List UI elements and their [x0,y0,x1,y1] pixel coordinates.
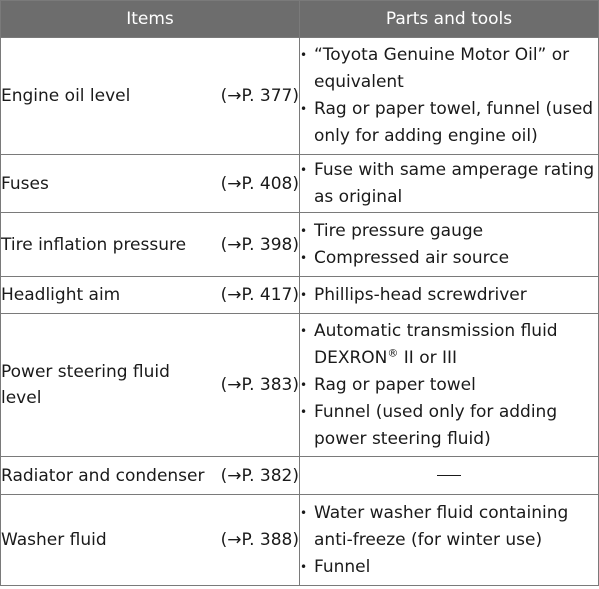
list-item: • Funnel [300,554,598,581]
list-item: • Funnel (used only for adding power steering fluid) [300,399,598,453]
bullet-icon: • [300,250,308,265]
bullet-icon: • [300,404,308,419]
list-item: • Tire pressure gauge [300,218,598,245]
parts-list [300,218,598,272]
table-row [1,155,599,213]
page-reference: (→P. 398) [220,234,299,255]
bullet-icon: • [300,162,308,177]
item-cell [1,38,300,155]
parts-cell [300,457,599,495]
bullet-icon: • [300,323,308,338]
bullet-icon: • [300,48,308,62]
list-item: • Fuse with same amperage rating as original [300,157,598,211]
page-reference: (→P. 388) [220,530,299,550]
registered-mark: ® [387,345,399,359]
parts-list [300,318,598,453]
page-reference: (→P. 382) [220,465,299,486]
item-cell [1,277,300,314]
parts-list [300,282,598,309]
list-item: • Automatic transmission fluid DEXRON® II or III [300,318,598,372]
item-cell [1,314,300,457]
parts-list [300,157,598,211]
parts-cell [300,495,599,586]
parts-cell [300,38,599,155]
parts-cell [300,277,599,314]
table-header-row [1,1,599,38]
item-cell [1,495,300,586]
item-name: Radiator and condenser [1,465,205,486]
item-name: Power steering fluid level [1,362,170,408]
list-item: • “Toyota Genuine Motor Oil” or equivalent [300,42,598,96]
header-parts-and-tools: Parts and tools [300,1,599,38]
bullet-icon: • [300,559,308,574]
item-name: Engine oil level [1,86,131,106]
parts-list [300,42,598,150]
item-name: Tire inflation pressure [1,234,187,255]
bullet-icon: • [300,287,308,302]
bullet-icon: • [300,223,308,238]
item-name: Headlight aim [1,285,121,305]
table-row [1,38,599,155]
table-row [1,314,599,457]
parts-cell [300,314,599,457]
list-item: • Water washer fluid containing anti-freeze (for winter use) [300,500,598,554]
page-reference: (→P. 377) [220,86,299,106]
item-cell [1,155,300,213]
page-reference: (→P. 417) [220,285,299,305]
item-cell [1,457,300,495]
parts-list [300,500,598,581]
bullet-icon: • [300,505,308,520]
list-item: • Compressed air source [300,245,598,272]
parts-cell [300,155,599,213]
page-reference: (→P. 408) [220,173,299,194]
table-row [1,213,599,277]
bullet-icon: • [300,102,308,116]
header-items: Items [1,1,300,38]
no-parts-dash [437,475,461,476]
parts-cell [300,213,599,277]
list-item: • Phillips-head screwdriver [300,282,598,309]
page-reference: (→P. 383) [220,375,299,395]
item-cell [1,213,300,277]
table-row [1,495,599,586]
list-item: • Rag or paper towel [300,372,598,399]
table-row [1,277,599,314]
item-name: Washer fluid [1,530,107,550]
bullet-icon: • [300,377,308,392]
list-item: • Rag or paper towel, funnel (used only for adding engine oil) [300,96,598,150]
item-name: Fuses [1,173,49,194]
table-row [1,457,599,495]
